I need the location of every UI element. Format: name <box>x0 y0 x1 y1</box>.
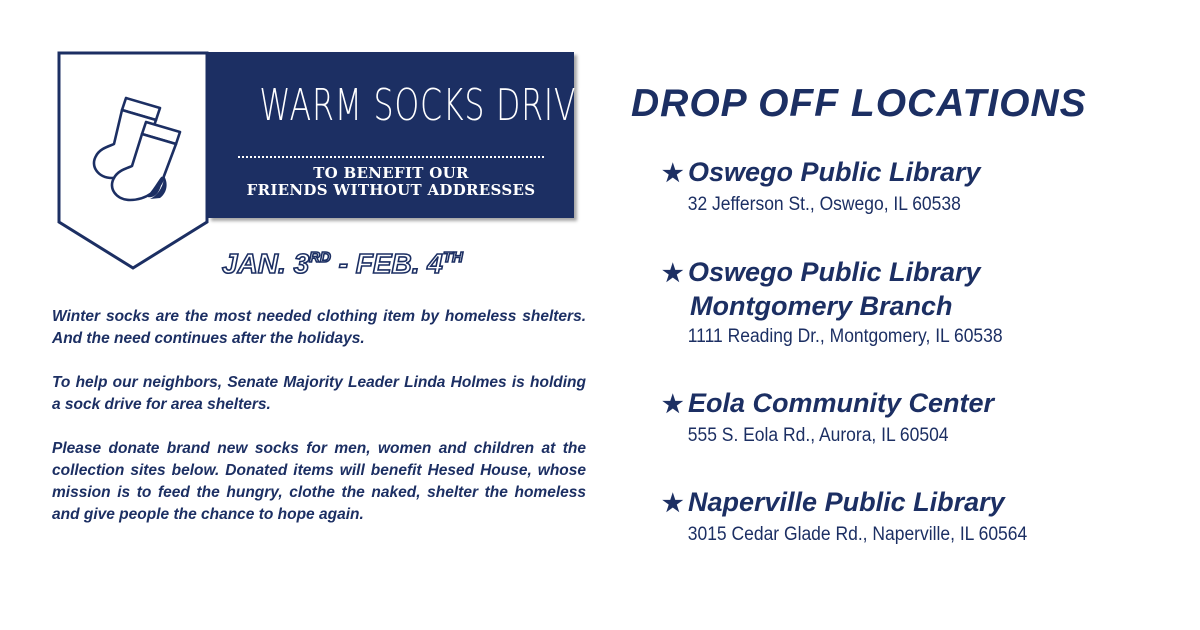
star-icon: ★ <box>662 260 684 287</box>
location-address: 555 S. Eola Rd., Aurora, IL 60504 <box>687 425 949 446</box>
start-date: JAN. 3 <box>222 248 310 279</box>
location-name: Oswego Public Library <box>688 257 981 287</box>
location-name: Eola Community Center <box>688 388 995 418</box>
location-item <box>662 387 1182 447</box>
location-item <box>662 156 1182 216</box>
location-name: Naperville Public Library <box>688 487 1005 517</box>
location-address: 1111 Reading Dr., Montgomery, IL 60538 <box>687 326 1003 347</box>
location-item <box>662 486 1182 546</box>
location-name: Oswego Public Library <box>688 157 981 187</box>
start-date-suffix: RD <box>309 249 331 266</box>
intro-paragraph: Please donate brand new socks for men, women and children at the collection sites below. Donated items will benefit Hesed House, whose mission is to feed the hungry, clothe the naked, shelter the homeless and give people the chance to hope again. <box>52 440 586 523</box>
intro-paragraph: To help our neighbors, Senate Majority Leader Linda Holmes is holding a sock drive for area shelters. <box>52 374 586 413</box>
event-dates <box>222 248 552 280</box>
star-icon: ★ <box>662 490 684 517</box>
end-date-suffix: TH <box>442 249 463 266</box>
subtitle-line-2: FRIENDS WITHOUT ADDRESSES <box>246 181 536 199</box>
subtitle-line-1: TO BENEFIT OUR <box>313 164 469 182</box>
banner-divider <box>238 156 544 158</box>
intro-paragraph: Winter socks are the most needed clothing item by homeless shelters. And the need continues after the holidays. <box>52 308 586 347</box>
date-separator: - <box>330 248 356 279</box>
locations-heading: DROP OFF LOCATIONS <box>631 82 1087 125</box>
star-icon: ★ <box>662 160 684 187</box>
event-banner <box>208 52 597 218</box>
location-address: 32 Jefferson St., Oswego, IL 60538 <box>687 194 961 215</box>
star-icon: ★ <box>662 391 684 418</box>
socks-shield-icon <box>56 50 210 272</box>
location-item <box>662 256 1182 348</box>
location-branch: Montgomery Branch <box>690 291 953 321</box>
location-address: 3015 Cedar Glade Rd., Naperville, IL 60564 <box>687 524 1028 545</box>
event-title: WARM SOCKS DRIVE <box>259 80 597 131</box>
end-date: FEB. 4 <box>355 248 443 279</box>
event-subtitle <box>208 165 574 199</box>
intro-text <box>52 306 586 548</box>
